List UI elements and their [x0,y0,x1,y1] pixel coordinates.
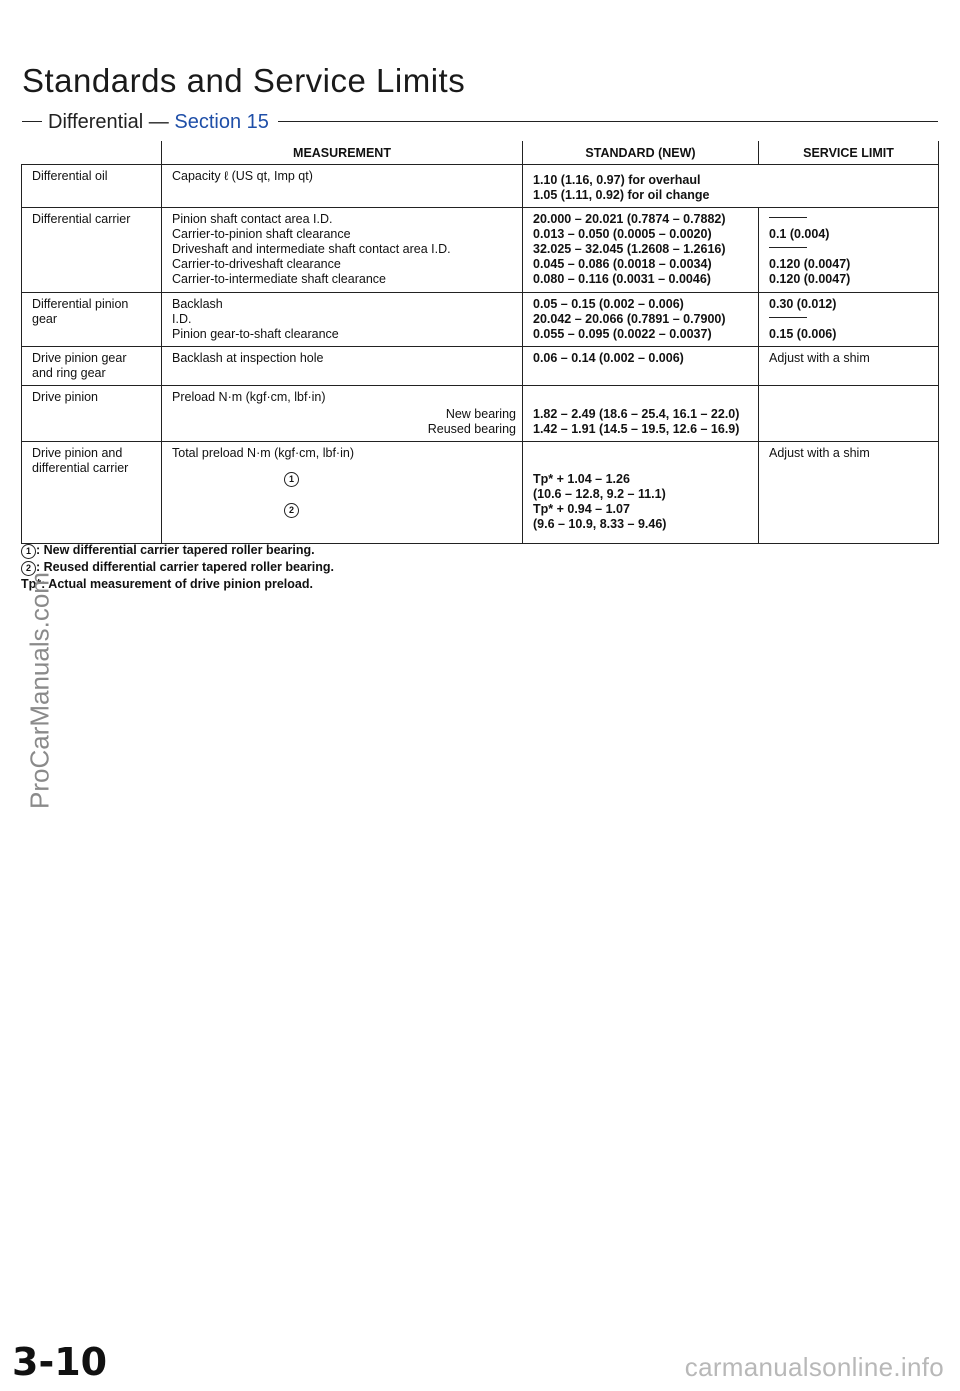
section-label [48,111,269,134]
standard-text: 20.000 – 20.021 (0.7874 – 0.7882) [533,212,726,226]
item-text: differential carrier [32,461,129,475]
item-text: gear [32,312,58,326]
measurement-subtext: Reused bearing [427,422,516,436]
item-cell [22,442,162,544]
header-measurement: MEASUREMENT [162,141,523,165]
measurement-cell [162,347,523,386]
limit-cell [759,208,939,293]
footnote [21,542,334,559]
section-prefix: Differential — [48,111,175,133]
circled-number-2: 2 [21,561,36,576]
standard-cell [523,208,759,293]
measurement-text: Driveshaft and intermediate shaft contact area I.D. [172,242,451,256]
standard-text [533,390,752,405]
standard-text: 0.013 – 0.050 (0.0005 – 0.0020) [533,227,712,241]
header-standard: STANDARD (NEW) [523,141,759,165]
table-row [22,442,939,544]
header-item [22,141,162,165]
item-text: Drive pinion gear [32,351,127,365]
measurement-text: Preload N·m (kgf·cm, lbf·in) [172,390,326,404]
measurement-text: Carrier-to-pinion shaft clearance [172,227,351,241]
item-text: Drive pinion [32,390,99,404]
measurement-text: Backlash at inspection hole [172,351,324,365]
measurement-cell [162,165,523,208]
standard-text: 0.05 – 0.15 (0.002 – 0.006) [533,297,684,311]
measurement-text: Carrier-to-intermediate shaft clearance [172,272,386,286]
limit-text: Adjust with a shim [769,446,870,460]
marker-row [172,502,516,518]
circled-number-2: 2 [284,503,299,518]
item-text: Differential oil [32,169,108,183]
site-footer[interactable]: carmanualsonline.info [684,1352,944,1382]
standard-text: 0.080 – 0.116 (0.0031 – 0.0046) [533,272,711,286]
header-service-limit: SERVICE LIMIT [759,141,939,165]
standard-cell [523,386,759,442]
watermark [20,560,60,830]
standard-text: 1.10 (1.16, 0.97) for overhaul [533,173,701,187]
measurement-text: I.D. [172,312,192,326]
standard-text: (9.6 – 10.9, 8.33 – 9.46) [533,517,667,531]
heading-rule-left [22,121,42,122]
standard-cell [523,347,759,386]
footnote [21,576,334,592]
limit-text: 0.120 (0.0047) [769,257,851,271]
limit-text: 0.1 (0.004) [769,227,830,241]
measurement-text: Total preload N·m (kgf·cm, lbf·in) [172,446,354,460]
measurement-text: Backlash [172,297,223,311]
standard-text: 20.042 – 20.066 (0.7891 – 0.7900) [533,312,726,326]
marker-row [172,471,516,487]
measurement-text: Pinion shaft contact area I.D. [172,212,333,226]
measurement-text: Carrier-to-driveshaft clearance [172,257,341,271]
item-cell [22,165,162,208]
standard-text: 1.42 – 1.91 (14.5 – 19.5, 12.6 – 16.9) [533,422,740,436]
item-text: Differential carrier [32,212,131,226]
limit-cell [759,442,939,544]
table-row [22,208,939,293]
item-text: Differential pinion [32,297,129,311]
page-title: Standards and Service Limits [22,62,466,99]
footnotes [21,542,334,592]
standard-text: 0.045 – 0.086 (0.0018 – 0.0034) [533,257,712,271]
limit-dash [769,212,932,227]
footnote [21,559,334,576]
limit-text: 0.120 (0.0047) [769,272,851,286]
limit-cell [759,293,939,347]
circled-number-1: 1 [284,472,299,487]
heading-rule-right [278,121,938,122]
table-row [22,347,939,386]
footnote-text: Tp*: Actual measurement of drive pinion preload. [21,577,313,591]
standard-text: Tp* + 1.04 – 1.26 [533,472,630,486]
limit-dash [769,242,932,257]
measurement-subtext: New bearing [445,407,516,421]
limit-cell [759,347,939,386]
item-cell [22,347,162,386]
measurement-text: Pinion gear-to-shaft clearance [172,327,339,341]
measurement-cell [162,293,523,347]
measurement-cell [162,208,523,293]
measurement-cell [162,386,523,442]
table-row [22,165,939,208]
standard-text: 1.82 – 2.49 (18.6 – 25.4, 16.1 – 22.0) [533,407,740,421]
page-number: 3-10 [12,1340,108,1384]
standard-cell [523,165,939,208]
table-row [22,293,939,347]
measurement-text: Capacity ℓ (US qt, Imp qt) [172,169,313,183]
table-header-row [22,141,939,165]
standard-text: 1.05 (1.11, 0.92) for oil change [533,188,710,202]
limit-cell [759,386,939,442]
item-cell [22,293,162,347]
section-link[interactable]: Section 15 [174,111,269,133]
section-heading [22,111,938,133]
footnote-text: : Reused differential carrier tapered roller bearing. [36,560,335,574]
watermark-text: ProCarManuals.com [24,572,55,809]
item-cell [22,208,162,293]
circled-number-1: 1 [21,544,36,559]
limit-dash [769,312,932,327]
limit-text: 0.30 (0.012) [769,297,837,311]
specifications-table [21,141,939,544]
measurement-cell [162,442,523,544]
standard-text: 0.06 – 0.14 (0.002 – 0.006) [533,351,684,365]
standard-cell [523,293,759,347]
standard-text: (10.6 – 12.8, 9.2 – 11.1) [533,487,666,501]
standard-text: 32.025 – 32.045 (1.2608 – 1.2616) [533,242,726,256]
item-text: and ring gear [32,366,106,380]
standard-text: Tp* + 0.94 – 1.07 [533,502,630,516]
item-cell [22,386,162,442]
limit-text: Adjust with a shim [769,351,870,365]
item-text: Drive pinion and [32,446,123,460]
standard-text: 0.055 – 0.095 (0.0022 – 0.0037) [533,327,712,341]
table-row [22,386,939,442]
footnote-text: : New differential carrier tapered roller bearing. [36,543,315,557]
standard-cell [523,442,759,544]
limit-text: 0.15 (0.006) [769,327,837,341]
